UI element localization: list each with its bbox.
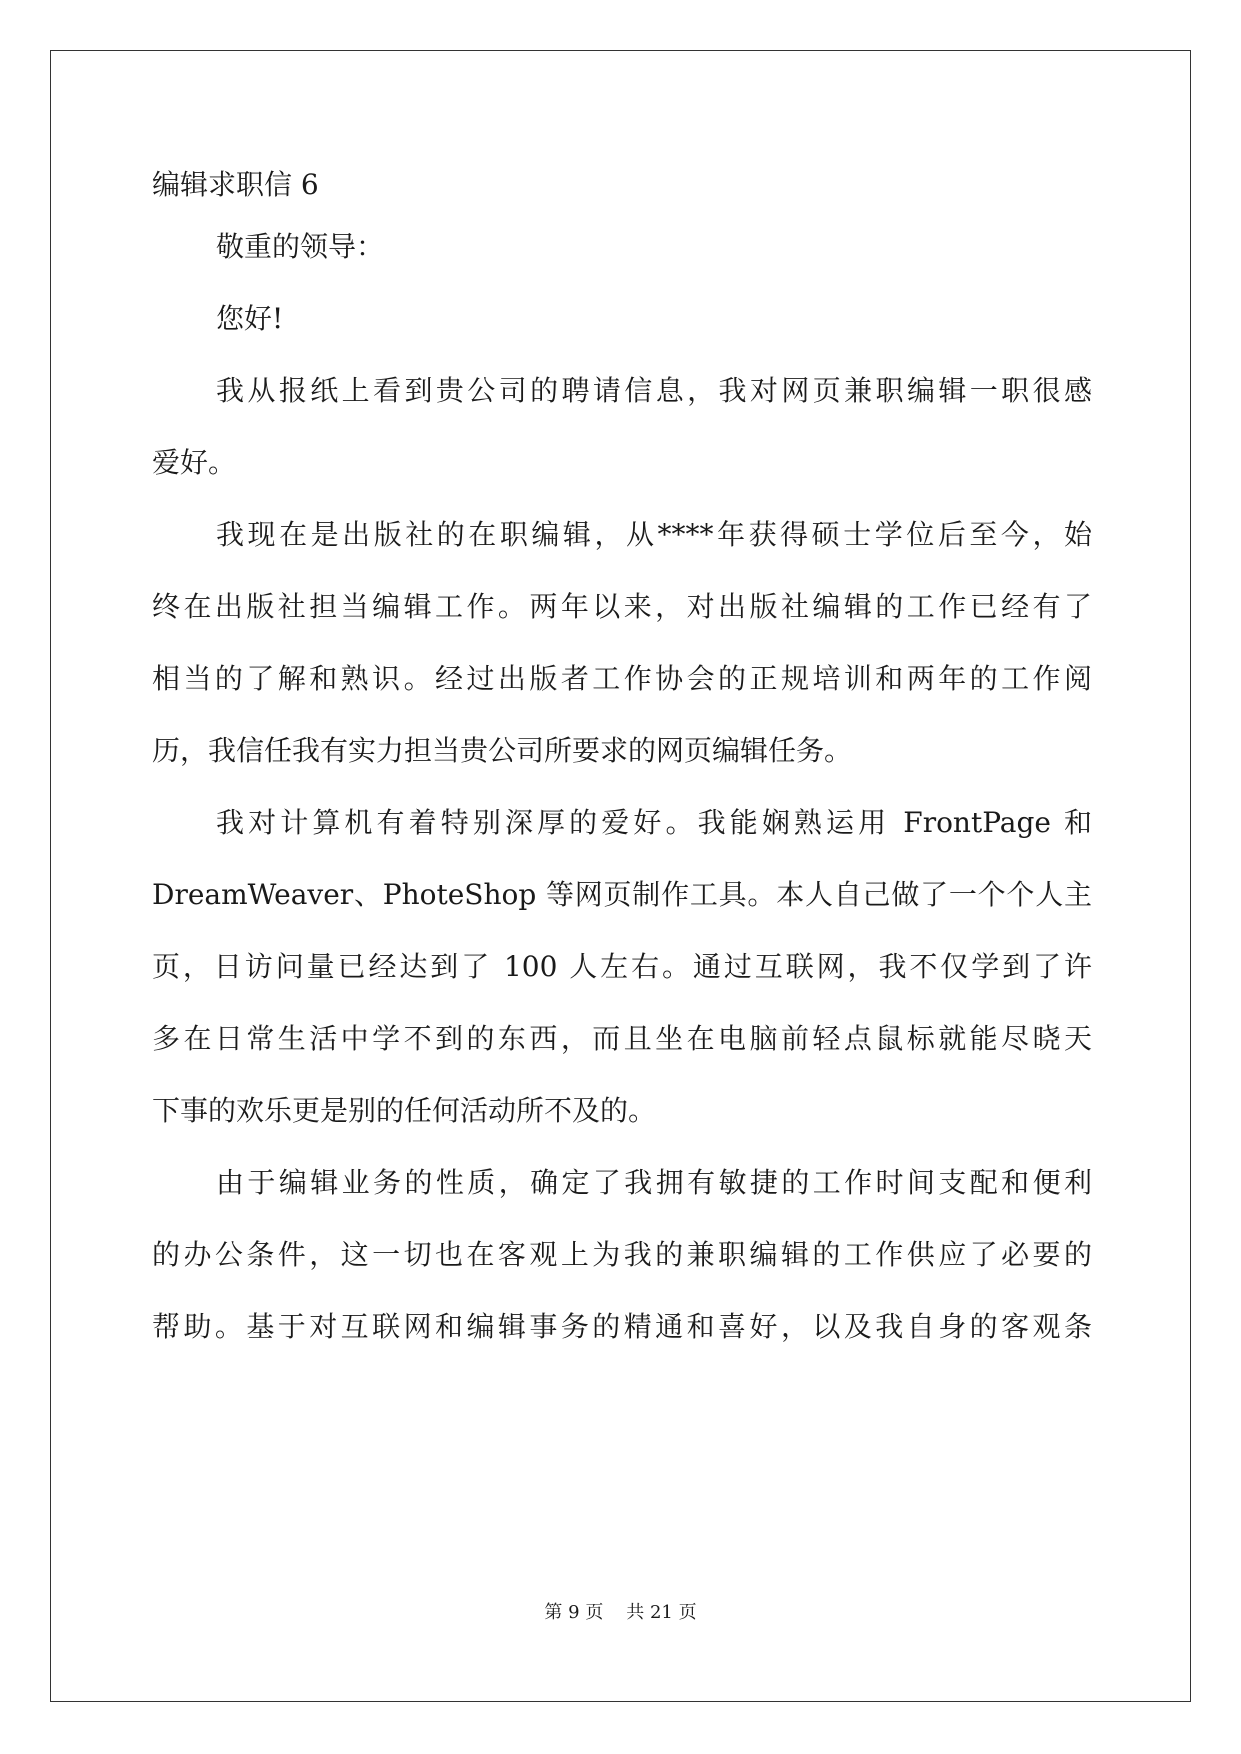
- body-line: 下事的欢乐更是别的任何活动所不及的。: [152, 1094, 657, 1127]
- body-line: 帮助。基于对互联网和编辑事务的精通和喜好，以及我自身的客观条: [152, 1310, 1092, 1343]
- page-total: 共 21 页: [626, 1602, 697, 1623]
- page-number: 第 9 页: [544, 1602, 604, 1623]
- salutation: 敬重的领导：: [216, 230, 385, 263]
- body-line: 我从报纸上看到贵公司的聘请信息，我对网页兼职编辑一职很感: [216, 374, 1092, 407]
- body-line: 相当的了解和熟识。经过出版者工作协会的正规培训和两年的工作阅: [152, 662, 1092, 695]
- body-line: 页，日访问量已经达到了 100 人左右。通过互联网，我不仅学到了许: [152, 950, 1092, 983]
- body-line: 由于编辑业务的性质，确定了我拥有敏捷的工作时间支配和便利: [216, 1166, 1092, 1199]
- body-line: 爱好。: [152, 446, 237, 479]
- body-line: 历，我信任我有实力担当贵公司所要求的网页编辑任务。: [152, 734, 853, 767]
- body-line: 的办公条件，这一切也在客观上为我的兼职编辑的工作供应了必要的: [152, 1238, 1092, 1271]
- greeting: 您好!: [216, 302, 284, 335]
- letter-title: 编辑求职信 6: [152, 168, 319, 201]
- body-line: 我对计算机有着特别深厚的爱好。我能娴熟运用 FrontPage 和: [216, 806, 1092, 839]
- body-line: 终在出版社担当编辑工作。两年以来，对出版社编辑的工作已经有了: [152, 590, 1092, 623]
- body-line: 多在日常生活中学不到的东西，而且坐在电脑前轻点鼠标就能尽晓天: [152, 1022, 1092, 1055]
- page-footer: [0, 1601, 1241, 1625]
- body-line: 我现在是出版社的在职编辑，从****年获得硕士学位后至今，始: [216, 518, 1092, 551]
- body-line: DreamWeaver、PhoteShop 等网页制作工具。本人自己做了一个个人主: [152, 878, 1092, 911]
